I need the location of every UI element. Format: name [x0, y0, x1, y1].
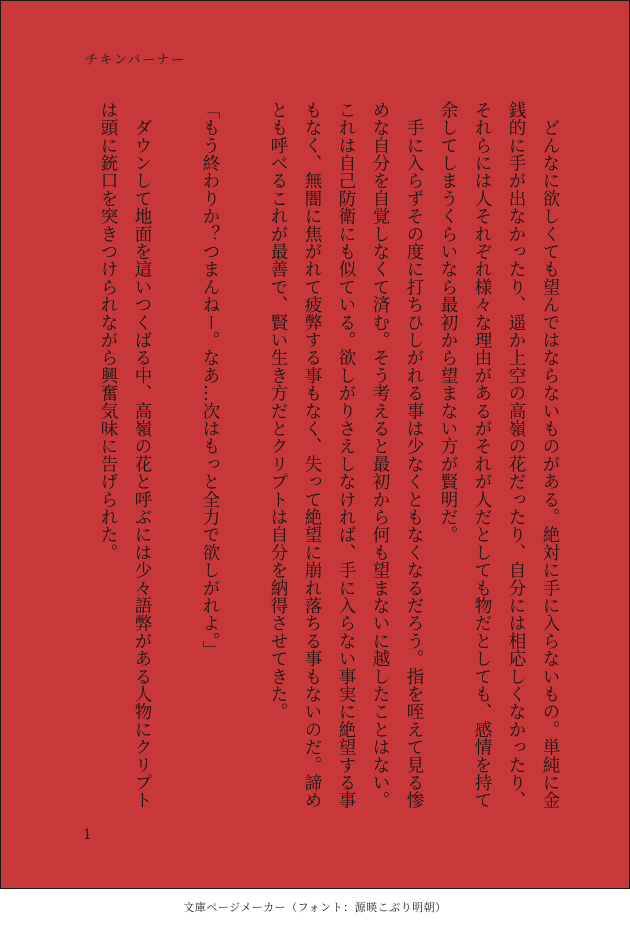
paragraph-3: ダウンして地面を這いつくばる中、高嶺の花と呼ぶには少々語弊がある人物にクリプトは頭に銃口を突きつけられながら興奮気味に告げられた。 — [98, 101, 152, 809]
page-number: 1 — [83, 827, 92, 843]
dialogue-line: 「もう終わりか？つまんねー。なあ…次はもっと全力で欲しがれよ。」 — [200, 101, 220, 659]
blank-line-2 — [159, 101, 193, 821]
paragraph-2: 手に入らずその度に打ちひしがれる事は少なくともなくなるだろう。指を咥えて見る惨めな自分を自覚しなくて済む。そう考えると最初から何も望まないに越したことはない。これは自己防衛にも似ている。欲しがりさえしなければ、手に入らない事実に絶望する事もなく、無闇に焦がれて疲弊する事もなく、失って絶望に崩れ落ちる事もないのだ。諦めとも呼べるこれが最善で、賢い生き方だとクリプトは自分を納得させてきた。 — [268, 101, 424, 810]
blank-line-1 — [227, 101, 261, 821]
running-title: チキンバーナー — [85, 53, 186, 68]
vertical-body-text — [91, 101, 567, 821]
generator-credit: 文庫ページメーカー（フォント：源暎こぶり明朝） — [183, 901, 447, 914]
paragraph-1: どんなに欲しくても望んではならないものがある。絶対に手に入らないもの。単純に金銭的に手が出なかったり、遥か上空の高嶺の花だったり、自分には相応しくなかったり、それらには人それぞれ様々な理由があるがそれが人だとしても物だとしても、感情を持て余してしまうくらいなら最初から望まない方が賢明だ。 — [438, 101, 560, 809]
